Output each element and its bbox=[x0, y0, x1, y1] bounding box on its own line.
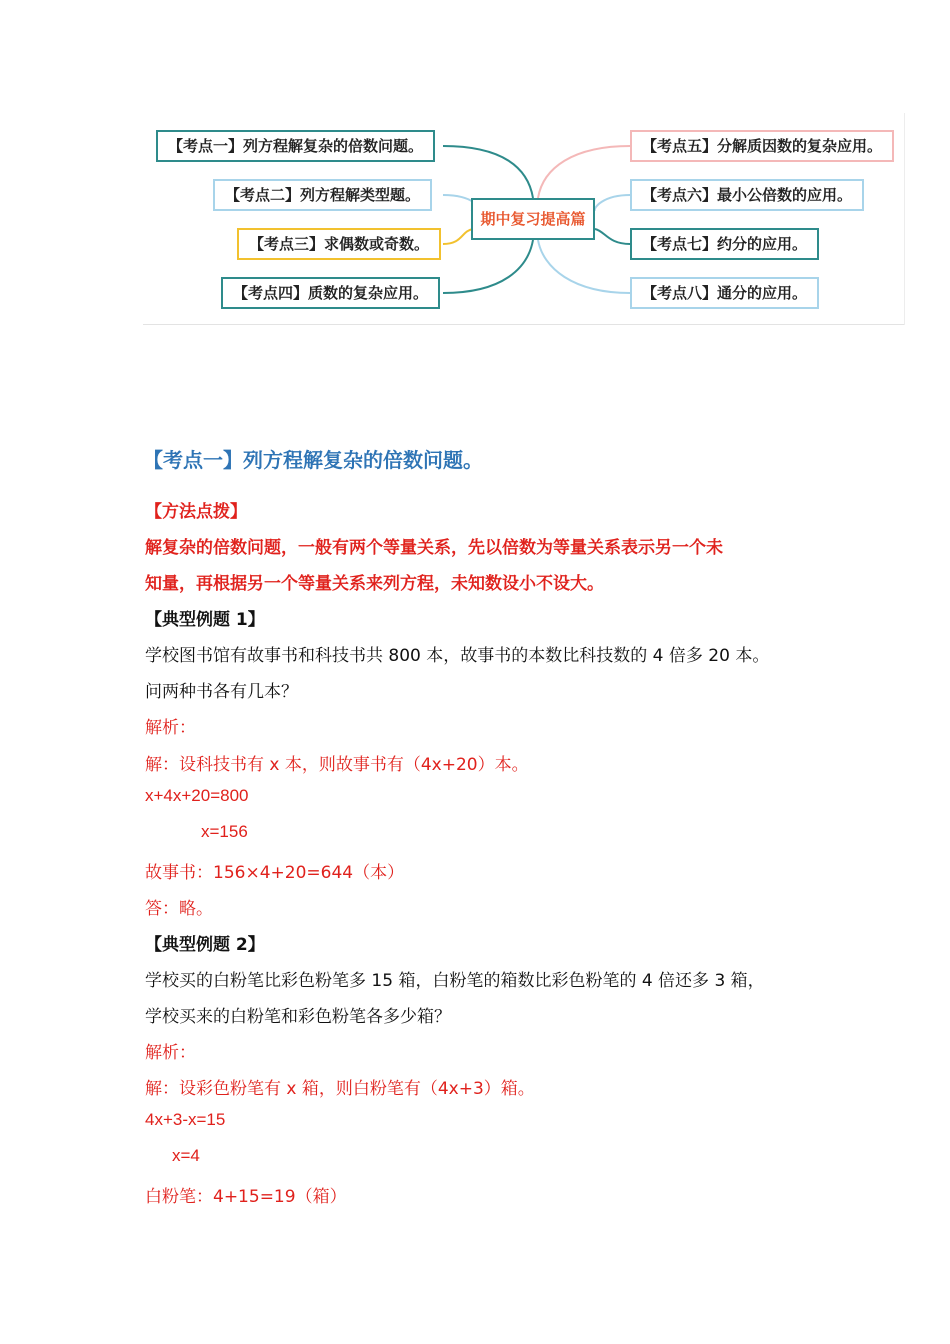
mind-map-node-3: 【考点三】求偶数或奇数。 bbox=[237, 228, 441, 260]
mind-map-node-2: 【考点二】列方程解类型题。 bbox=[213, 179, 432, 211]
example1-solution-line-1: 解：设科技书有 x 本，则故事书有（4x+20）本。 bbox=[145, 755, 529, 775]
connector-right-2 bbox=[595, 195, 630, 211]
example1-answer: 答：略。 bbox=[145, 899, 213, 919]
connector-right-3 bbox=[595, 229, 630, 244]
mind-map-center: 期中复习提高篇 bbox=[471, 198, 595, 240]
mind-map-node-4: 【考点四】质数的复杂应用。 bbox=[221, 277, 440, 309]
mind-map-node-8: 【考点八】通分的应用。 bbox=[630, 277, 819, 309]
mind-map-node-7: 【考点七】约分的应用。 bbox=[630, 228, 819, 260]
connector-right-4 bbox=[538, 240, 630, 293]
example1-question-line-2: 问两种书各有几本？ bbox=[145, 682, 298, 702]
example2-question-line-2: 学校买来的白粉笔和彩色粉笔各多少箱？ bbox=[145, 1007, 451, 1027]
example2-title: 【典型例题 2】 bbox=[145, 935, 265, 955]
example1-title: 【典型例题 1】 bbox=[145, 610, 265, 630]
connector-left-1 bbox=[443, 146, 533, 198]
method-line-2: 知量，再根据另一个等量关系来列方程，未知数设小不设大。 bbox=[145, 574, 604, 594]
connector-right-1 bbox=[538, 146, 630, 198]
example2-equation: 4x+3-x=15 bbox=[145, 1110, 226, 1129]
mind-map-node-1: 【考点一】列方程解复杂的倍数问题。 bbox=[156, 130, 435, 162]
mind-map-node-6: 【考点六】最小公倍数的应用。 bbox=[630, 179, 864, 211]
method-title: 【方法点拨】 bbox=[145, 502, 247, 522]
example2-white-chalk: 白粉笔：4+15=19（箱） bbox=[145, 1187, 347, 1207]
example1-equation: x+4x+20=800 bbox=[145, 786, 249, 805]
connector-left-4 bbox=[443, 240, 533, 293]
example1-analysis-label: 解析： bbox=[145, 718, 196, 738]
method-line-1: 解复杂的倍数问题，一般有两个等量关系，先以倍数为等量关系表示另一个未 bbox=[145, 538, 723, 558]
mind-map-node-5: 【考点五】分解质因数的复杂应用。 bbox=[630, 130, 894, 162]
connector-left-3 bbox=[443, 229, 473, 244]
section-heading: 【考点一】列方程解复杂的倍数问题。 bbox=[143, 448, 483, 472]
example2-analysis-label: 解析： bbox=[145, 1043, 196, 1063]
example1-result: x=156 bbox=[201, 822, 248, 841]
mind-map bbox=[143, 113, 905, 325]
example1-question-line-1: 学校图书馆有故事书和科技书共 800 本，故事书的本数比科技数的 4 倍多 20 本。 bbox=[145, 646, 770, 666]
example2-solution-line-1: 解：设彩色粉笔有 x 箱，则白粉笔有（4x+3）箱。 bbox=[145, 1079, 535, 1099]
example1-storybooks: 故事书：156×4+20=644（本） bbox=[145, 863, 405, 883]
example2-question-line-1: 学校买的白粉笔比彩色粉笔多 15 箱，白粉笔的箱数比彩色粉笔的 4 倍还多 3 箱， bbox=[145, 971, 765, 991]
example2-result: x=4 bbox=[172, 1146, 200, 1165]
